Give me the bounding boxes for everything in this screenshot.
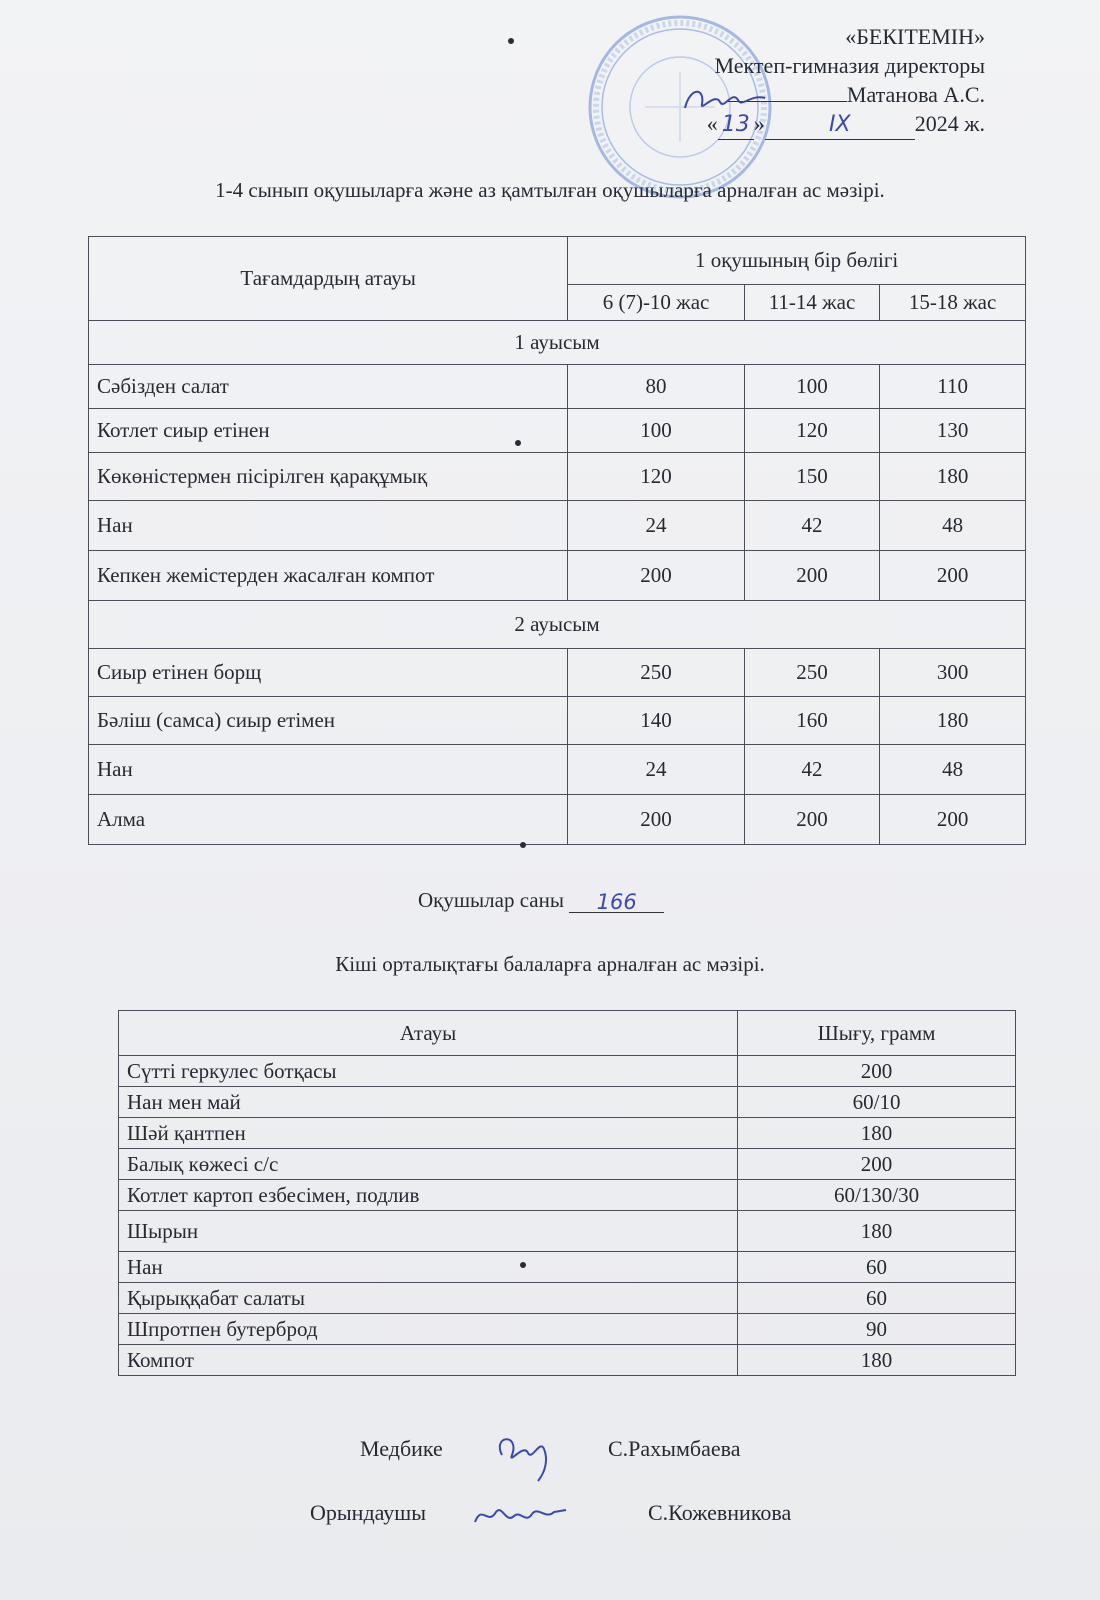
executor-signature [470,1494,570,1534]
column-header-age-3: 15-18 жас [880,285,1026,321]
director-name: Матанова А.С. [846,82,985,107]
director-signature-line [605,80,985,109]
column-header-age-1: 6 (7)-10 жас [568,285,745,321]
nurse-signature [490,1425,560,1485]
menu2-table [118,1010,1016,1376]
table-row: Нан 24 42 48 [89,745,1026,795]
table-row: Алма 200 200 200 [89,795,1026,845]
approval-block [605,22,985,140]
executor-role: Орындаушы [310,1500,427,1525]
director-position: Мектеп-гимназия директоры [714,53,985,78]
table-row: Көкөністермен пісірілген қарақұмық 120 150 180 [89,453,1026,501]
table-row: Котлет картоп езбесімен, подлив 60/130/30 [119,1180,1016,1211]
table-row: Шырын 180 [119,1211,1016,1252]
column-header-portion: 1 оқушының бір бөлігі [568,237,1026,285]
shift-2-label: 2 ауысым [89,601,1026,649]
menu1-title: 1-4 сынып оқушыларға және аз қамтылған оқушыларға арналған ас мәзірі. [215,178,885,202]
table-row: Компот 180 [119,1345,1016,1376]
table-row: Бәліш (самса) сиыр етімен 140 160 180 [89,697,1026,745]
column-header-name: Атауы [119,1011,738,1056]
punch-mark [515,440,521,446]
approval-month: IX [765,110,915,140]
student-count-label: Оқушылар саны [418,888,564,912]
executor-signature-row [310,1500,426,1526]
approval-title: «БЕКІТЕМІН» [845,24,985,49]
nurse-name: С.Рахымбаева [608,1436,741,1461]
column-header-output: Шығу, грамм [738,1011,1016,1056]
table-row: Шәй қантпен 180 [119,1118,1016,1149]
table-row: Балық көжесі с/с 200 [119,1149,1016,1180]
column-header-age-2: 11-14 жас [744,285,879,321]
shift-1-label: 1 ауысым [89,321,1026,365]
table-row: Сүтті геркулес ботқасы 200 [119,1056,1016,1087]
table-row: Қырыққабат салаты 60 [119,1283,1016,1314]
table-row: Шпротпен бутерброд 90 [119,1314,1016,1345]
nurse-signature-row [360,1436,443,1462]
executor-name: С.Кожевникова [648,1500,792,1525]
approval-date: « 13 » IX 2024 ж. [605,109,985,140]
table-row: Нан 60 [119,1252,1016,1283]
column-header-dish-name: Тағамдардың атауы [89,237,568,321]
table-row: Кепкен жемістерден жасалған компот 200 200 200 [89,551,1026,601]
table-row: Нан 24 42 48 [89,501,1026,551]
punch-mark [520,842,526,848]
nurse-role: Медбике [360,1436,443,1461]
director-signature [680,82,770,116]
table-row: Котлет сиыр етінен 100 120 130 [89,409,1026,453]
menu2-title: Кіші орталықтағы балаларға арналған ас мәзірі. [335,952,765,976]
approval-year: 2024 ж. [914,111,985,136]
punch-mark [508,38,514,44]
table-row: Сиыр етінен борщ 250 250 300 [89,649,1026,697]
student-count [418,888,664,913]
menu1-table [88,236,1026,845]
table-row: Сәбізден салат 80 100 110 [89,365,1026,409]
approval-day: 13 [718,110,754,140]
table-row: Нан мен май 60/10 [119,1087,1016,1118]
punch-mark [520,1262,526,1268]
student-count-value: 166 [569,890,664,913]
